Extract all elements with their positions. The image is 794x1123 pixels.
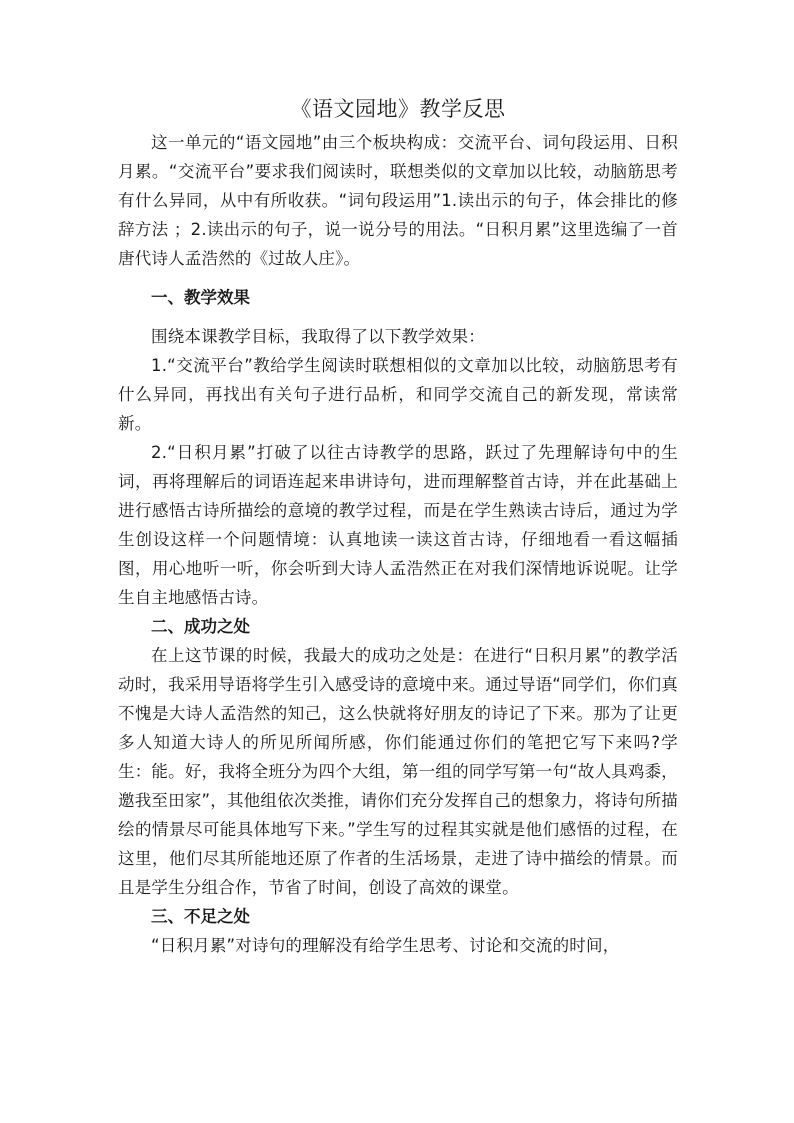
teaching-effect-lead: 围绕本课教学目标，我取得了以下教学效果： — [151, 327, 485, 346]
section-heading-success: 二、成功之处 — [151, 617, 250, 636]
teaching-effect-point-2: 2.“日积月累”打破了以往古诗教学的思路，跃过了先理解诗句中的生词，再将理解后的词语连起来串讲诗句，进而理解整首古诗，并在此基础上进行感悟古诗所描绘的意境的教学过程，而是在学生熟读古诗后，通过为学生创设这样一个问题情境：认真地读一读这首古诗，仔细地看一看这幅插图，用心地听一听，你会听到大诗人孟浩然正在对我们深情地诉说呢。让学生自主地感悟古诗。 — [118, 443, 678, 607]
success-paragraph: 在上这节课的时候，我最大的成功之处是：在进行“日积月累”的教学活动时，我采用导语将学生引入感受诗的意境中来。通过导语“同学们，你们真不愧是大诗人孟浩然的知己，这么快就将好朋友的诗记了下来。那为了让更多人知道大诗人的所见所闻所感，你们能通过你们的笔把它写下来吗?学生：能。好，我将全班分为四个大组，第一组的同学写第一句“故人具鸡黍，邀我至田家”，其他组依次类推，请你们充分发挥自己的想象力，将诗句所描绘的情景尽可能具体地写下来。”学生写的过程其实就是他们感悟的过程，在这里，他们尽其所能地还原了作者的生活场景，走进了诗中描绘的情景。而且是学生分组合作，节省了时间，创设了高效的课堂。 — [118, 646, 678, 897]
section-heading-shortcomings: 三、不足之处 — [151, 907, 250, 926]
document-title: 《语文园地》教学反思 — [290, 97, 506, 121]
shortcomings-paragraph: “日积月累”对诗句的理解没有给学生思考、讨论和交流的时间， — [151, 936, 620, 955]
document-body — [118, 94, 678, 960]
section-heading-teaching-effect: 一、教学效果 — [151, 288, 250, 307]
intro-paragraph: 这一单元的“语文园地”由三个板块构成：交流平台、词句段运用、日积月累。“交流平台”要求我们阅读时，联想类似的文章加以比较，动脑筋思考有什么异同，从中有所收获。“词句段运用”1.读出示的句子，体会排比的修辞方法 ；2.读出示的句子，说一说分号的用法。“日积月累”这里选编了一首唐代诗人孟浩然的《过故人庄》。 — [118, 133, 678, 268]
teaching-effect-point-1: 1.“交流平台”教给学生阅读时联想相似的文章加以比较，动脑筋思考有什么异同，再找出有关句子进行品析，和同学交流自己的新发现，常读常新。 — [118, 356, 678, 433]
